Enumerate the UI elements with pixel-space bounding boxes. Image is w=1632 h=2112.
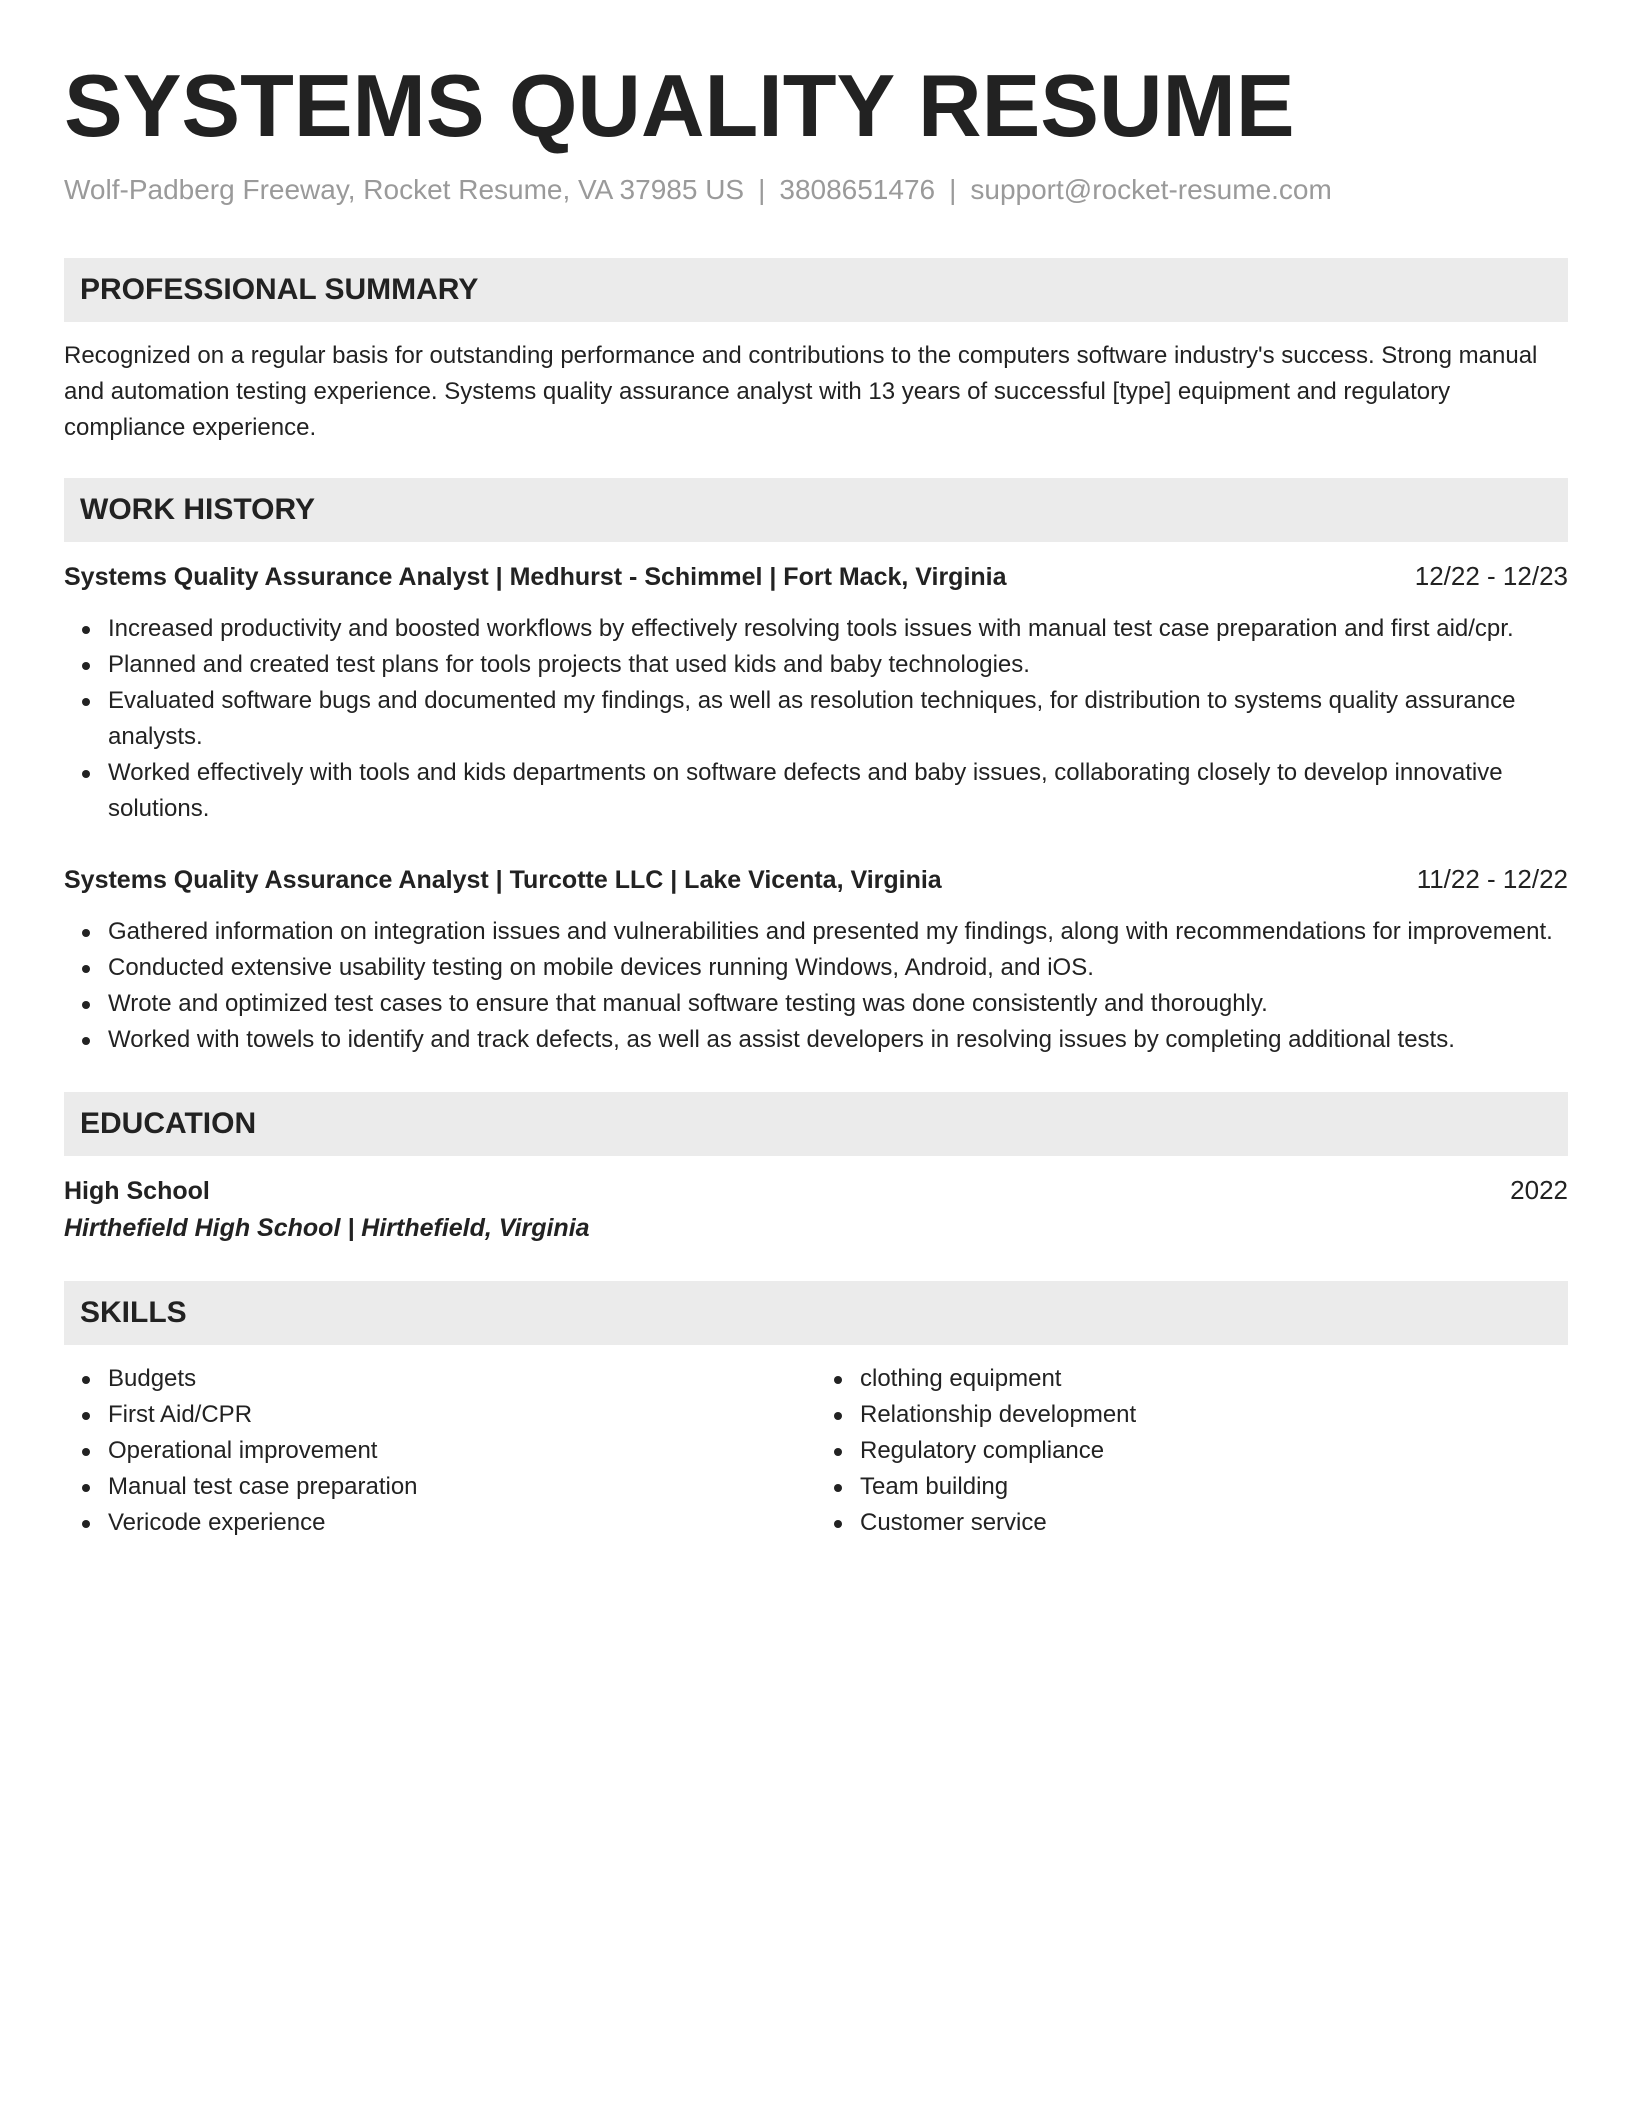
- job-bullets: [64, 914, 1568, 1058]
- summary-text: Recognized on a regular basis for outstanding performance and contributions to the computers software industry's success. Strong manual and automation testing experience. Systems quality assurance analyst with 13 years of successful [type] equipment and regulatory compliance experience.: [64, 342, 1538, 441]
- skill-item: Regulatory compliance: [860, 1433, 1568, 1469]
- summary-section-header: PROFESSIONAL SUMMARY: [64, 258, 1568, 322]
- job-dates: 12/22 - 12/23: [1414, 561, 1568, 591]
- work-history-section-header: WORK HISTORY: [64, 478, 1568, 542]
- skills-columns: [64, 1361, 1568, 1541]
- job-header: [64, 558, 1568, 595]
- skill-item: Vericode experience: [108, 1505, 816, 1541]
- contact-separator: |: [758, 174, 766, 205]
- skill-item: Budgets: [108, 1361, 816, 1397]
- resume-title: SYSTEMS QUALITY RESUME: [64, 56, 1295, 155]
- skills-section-header: SKILLS: [64, 1281, 1568, 1345]
- job-dates: 11/22 - 12/22: [1416, 864, 1568, 894]
- job-bullet: Conducted extensive usability testing on mobile devices running Windows, Android, and iOS.: [108, 950, 1568, 986]
- skill-item: Manual test case preparation: [108, 1469, 816, 1505]
- skills-list-left: [64, 1361, 816, 1541]
- job-bullet: Worked effectively with tools and kids departments on software defects and baby issues, collaborating closely to develop innovative solutions.: [108, 755, 1568, 827]
- contact-separator: |: [949, 174, 957, 205]
- education-section-header: EDUCATION: [64, 1092, 1568, 1156]
- education-degree: High School: [64, 1177, 210, 1205]
- job-entry: [64, 861, 1568, 1058]
- skill-item: clothing equipment: [860, 1361, 1568, 1397]
- skill-item: First Aid/CPR: [108, 1397, 816, 1433]
- contact-phone: 3808651476: [779, 174, 936, 205]
- job-title: Systems Quality Assurance Analyst | Medhurst - Schimmel | Fort Mack, Virginia: [64, 563, 1007, 591]
- job-bullet: Evaluated software bugs and documented my findings, as well as resolution techniques, for distribution to systems quality assurance analysts.: [108, 683, 1568, 755]
- contact-line: [64, 172, 1568, 208]
- job-entry: [64, 558, 1568, 827]
- skills-list-right: [816, 1361, 1568, 1541]
- job-bullets: [64, 611, 1568, 827]
- job-header: [64, 861, 1568, 898]
- education-entry: [64, 1172, 1568, 1247]
- job-bullet: Wrote and optimized test cases to ensure that manual software testing was done consistently and thoroughly.: [108, 986, 1568, 1022]
- job-bullet: Increased productivity and boosted workflows by effectively resolving tools issues with manual test case preparation and first aid/cpr.: [108, 611, 1568, 647]
- job-title: Systems Quality Assurance Analyst | Turcotte LLC | Lake Vicenta, Virginia: [64, 866, 942, 894]
- job-bullet: Worked with towels to identify and track defects, as well as assist developers in resolving issues by completing additional tests.: [108, 1022, 1568, 1058]
- skill-item: Team building: [860, 1469, 1568, 1505]
- education-year: 2022: [1510, 1175, 1568, 1205]
- skill-item: Operational improvement: [108, 1433, 816, 1469]
- education-header: [64, 1172, 1568, 1209]
- job-bullet: Planned and created test plans for tools projects that used kids and baby technologies.: [108, 647, 1568, 683]
- job-bullet: Gathered information on integration issues and vulnerabilities and presented my findings, along with recommendations for improvement.: [108, 914, 1568, 950]
- education-school: Hirthefield High School | Hirthefield, Virginia: [64, 1214, 590, 1242]
- skill-item: Customer service: [860, 1505, 1568, 1541]
- contact-email: support@rocket-resume.com: [970, 174, 1332, 205]
- skill-item: Relationship development: [860, 1397, 1568, 1433]
- contact-address: Wolf-Padberg Freeway, Rocket Resume, VA 37985 US: [64, 174, 745, 205]
